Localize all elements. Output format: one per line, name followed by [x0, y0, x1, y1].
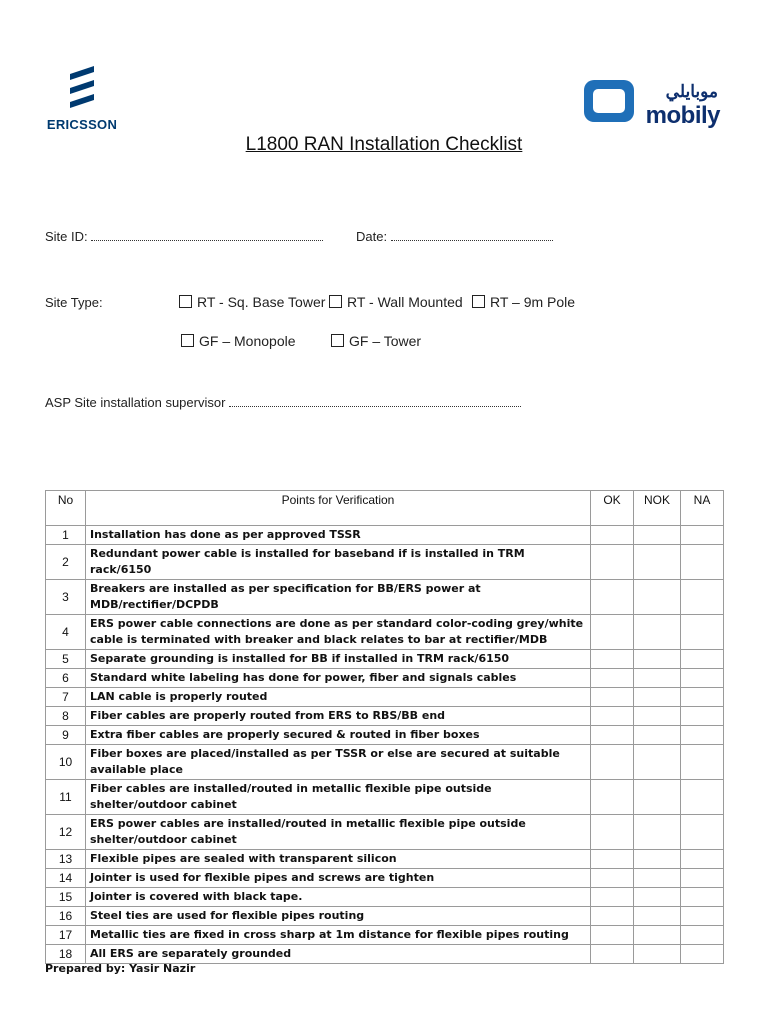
row-number: 6 [46, 669, 86, 688]
table-row [46, 650, 724, 669]
ok-cell[interactable] [591, 907, 634, 926]
row-number: 11 [46, 780, 86, 815]
na-cell[interactable] [681, 745, 724, 780]
col-header-no: No [46, 491, 86, 526]
ericsson-wordmark: ERICSSON [46, 117, 118, 132]
row-number: 18 [46, 945, 86, 964]
verification-point: Metallic ties are fixed in cross sharp at 1m distance for flexible pipes routing [86, 926, 591, 945]
na-cell[interactable] [681, 869, 724, 888]
table-row [46, 869, 724, 888]
na-cell[interactable] [681, 850, 724, 869]
nok-cell[interactable] [634, 888, 681, 907]
na-cell[interactable] [681, 545, 724, 580]
na-cell[interactable] [681, 650, 724, 669]
site-id-field[interactable] [45, 229, 323, 244]
site-type-option-sq-base-tower[interactable] [179, 294, 325, 310]
row-number: 1 [46, 526, 86, 545]
nok-cell[interactable] [634, 745, 681, 780]
table-row [46, 945, 724, 964]
checkbox-icon[interactable] [329, 295, 342, 308]
mobily-arabic-wordmark: موبايلي [665, 82, 718, 101]
table-row [46, 545, 724, 580]
na-cell[interactable] [681, 726, 724, 745]
row-number: 2 [46, 545, 86, 580]
site-id-label: Site ID: [45, 229, 88, 244]
ok-cell[interactable] [591, 726, 634, 745]
ok-cell[interactable] [591, 615, 634, 650]
na-cell[interactable] [681, 945, 724, 964]
verification-point: ERS power cable connections are done as per standard color-coding grey/white cable is terminated with breaker and black relates to bar at rectifier/MDB [86, 615, 591, 650]
checkbox-icon[interactable] [472, 295, 485, 308]
ok-cell[interactable] [591, 815, 634, 850]
nok-cell[interactable] [634, 545, 681, 580]
row-number: 3 [46, 580, 86, 615]
table-row [46, 580, 724, 615]
verification-point: Steel ties are used for flexible pipes routing [86, 907, 591, 926]
table-row [46, 726, 724, 745]
row-number: 14 [46, 869, 86, 888]
verification-point: Separate grounding is installed for BB if installed in TRM rack/6150 [86, 650, 591, 669]
row-number: 15 [46, 888, 86, 907]
row-number: 13 [46, 850, 86, 869]
row-number: 7 [46, 688, 86, 707]
ok-cell[interactable] [591, 707, 634, 726]
row-number: 12 [46, 815, 86, 850]
option-label: RT - Wall Mounted [347, 294, 463, 310]
checkbox-icon[interactable] [181, 334, 194, 347]
verification-point: LAN cable is properly routed [86, 688, 591, 707]
row-number: 16 [46, 907, 86, 926]
table-row [46, 850, 724, 869]
nok-cell[interactable] [634, 780, 681, 815]
row-number: 4 [46, 615, 86, 650]
nok-cell[interactable] [634, 907, 681, 926]
site-type-option-9m-pole[interactable] [472, 294, 575, 310]
col-header-ok: OK [591, 491, 634, 526]
ok-cell[interactable] [591, 888, 634, 907]
verification-point: Fiber cables are installed/routed in metallic flexible pipe outside shelter/outdoor cabinet [86, 780, 591, 815]
row-number: 9 [46, 726, 86, 745]
table-header-row [46, 491, 724, 526]
nok-cell[interactable] [634, 669, 681, 688]
nok-cell[interactable] [634, 650, 681, 669]
nok-cell[interactable] [634, 726, 681, 745]
site-id-line [91, 231, 323, 241]
table-row [46, 907, 724, 926]
nok-cell[interactable] [634, 707, 681, 726]
col-header-nok: NOK [634, 491, 681, 526]
ok-cell[interactable] [591, 580, 634, 615]
verification-point: Fiber boxes are placed/installed as per TSSR or else are secured at suitable available place [86, 745, 591, 780]
ok-cell[interactable] [591, 688, 634, 707]
row-number: 5 [46, 650, 86, 669]
table-row [46, 707, 724, 726]
ok-cell[interactable] [591, 850, 634, 869]
verification-point: Installation has done as per approved TSSR [86, 526, 591, 545]
ok-cell[interactable] [591, 526, 634, 545]
prepared-by: Prepared by: Yasir Nazir [45, 962, 196, 975]
table-row [46, 745, 724, 780]
col-header-points: Points for Verification [86, 491, 591, 526]
verification-point: Jointer is covered with black tape. [86, 888, 591, 907]
page-title: L1800 RAN Installation Checklist [245, 134, 523, 155]
ok-cell[interactable] [591, 945, 634, 964]
na-cell[interactable] [681, 615, 724, 650]
nok-cell[interactable] [634, 580, 681, 615]
option-label: GF – Monopole [199, 333, 296, 349]
table-row [46, 780, 724, 815]
verification-point: Fiber cables are properly routed from ERS to RBS/BB end [86, 707, 591, 726]
ok-cell[interactable] [591, 745, 634, 780]
ok-cell[interactable] [591, 780, 634, 815]
table-row [46, 526, 724, 545]
site-type-label: Site Type: [45, 295, 103, 310]
nok-cell[interactable] [634, 815, 681, 850]
na-cell[interactable] [681, 688, 724, 707]
table-row [46, 688, 724, 707]
verification-point: Breakers are installed as per specification for BB/ERS power at MDB/rectifier/DCPDB [86, 580, 591, 615]
row-number: 10 [46, 745, 86, 780]
supervisor-label: ASP Site installation supervisor [45, 395, 226, 410]
table-row [46, 926, 724, 945]
verification-point: All ERS are separately grounded [86, 945, 591, 964]
option-label: GF – Tower [349, 333, 422, 349]
supervisor-line [229, 397, 521, 407]
na-cell[interactable] [681, 526, 724, 545]
na-cell[interactable] [681, 926, 724, 945]
verification-point: Standard white labeling has done for power, fiber and signals cables [86, 669, 591, 688]
site-type-option-wall-mounted[interactable] [329, 294, 463, 310]
na-cell[interactable] [681, 907, 724, 926]
ok-cell[interactable] [591, 650, 634, 669]
table-row [46, 669, 724, 688]
nok-cell[interactable] [634, 850, 681, 869]
nok-cell[interactable] [634, 615, 681, 650]
ericsson-logo [42, 62, 122, 134]
site-type-option-gf-tower[interactable] [331, 333, 421, 349]
option-label: RT – 9m Pole [490, 294, 576, 310]
verification-point: Redundant power cable is installed for baseband if is installed in TRM rack/6150 [86, 545, 591, 580]
checkbox-icon[interactable] [331, 334, 344, 347]
ok-cell[interactable] [591, 545, 634, 580]
nok-cell[interactable] [634, 688, 681, 707]
verification-point: Jointer is used for flexible pipes and screws are tighten [86, 869, 591, 888]
nok-cell[interactable] [634, 945, 681, 964]
ok-cell[interactable] [591, 669, 634, 688]
date-label: Date: [356, 229, 388, 244]
row-number: 17 [46, 926, 86, 945]
nok-cell[interactable] [634, 526, 681, 545]
row-number: 8 [46, 707, 86, 726]
mobily-mark-icon [582, 78, 637, 126]
na-cell[interactable] [681, 707, 724, 726]
supervisor-field[interactable] [45, 395, 521, 410]
verification-point: Flexible pipes are sealed with transparent silicon [86, 850, 591, 869]
option-label: RT - Sq. Base Tower [197, 294, 326, 310]
table-row [46, 888, 724, 907]
ok-cell[interactable] [591, 869, 634, 888]
date-line [391, 231, 553, 241]
nok-cell[interactable] [634, 926, 681, 945]
ok-cell[interactable] [591, 926, 634, 945]
checkbox-icon[interactable] [179, 295, 192, 308]
col-header-na: NA [681, 491, 724, 526]
ericsson-mark-icon [64, 64, 100, 110]
na-cell[interactable] [681, 580, 724, 615]
na-cell[interactable] [681, 669, 724, 688]
na-cell[interactable] [681, 888, 724, 907]
table-row [46, 615, 724, 650]
table-row [46, 815, 724, 850]
verification-table [45, 490, 724, 964]
mobily-logo [582, 78, 722, 134]
verification-point: Extra fiber cables are properly secured & routed in fiber boxes [86, 726, 591, 745]
site-type-option-gf-monopole[interactable] [181, 333, 296, 349]
nok-cell[interactable] [634, 869, 681, 888]
date-field[interactable] [356, 229, 553, 244]
mobily-wordmark: mobily [645, 102, 720, 129]
na-cell[interactable] [681, 815, 724, 850]
na-cell[interactable] [681, 780, 724, 815]
verification-point: ERS power cables are installed/routed in metallic flexible pipe outside shelter/outdoor cabinet [86, 815, 591, 850]
